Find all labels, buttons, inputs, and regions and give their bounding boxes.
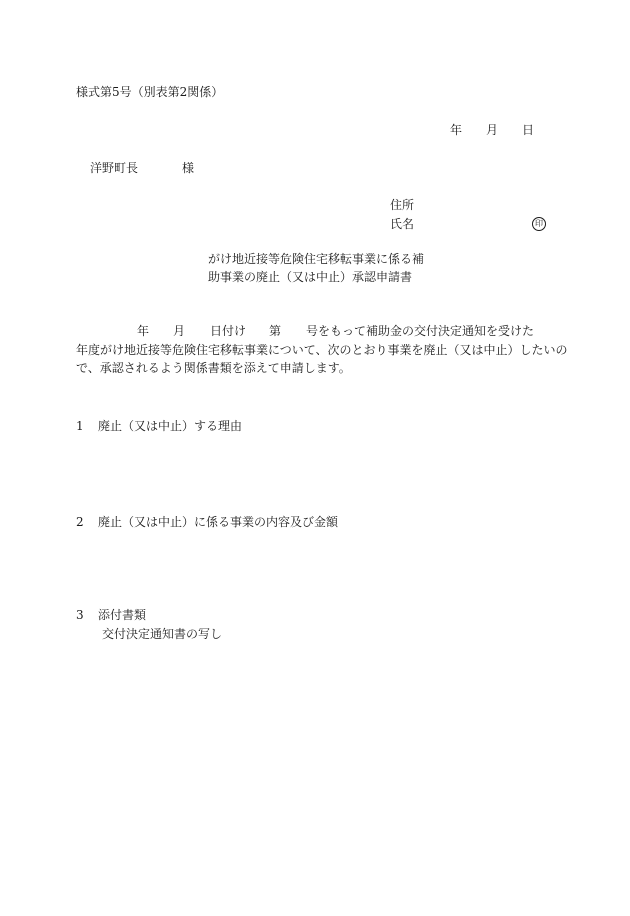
form-number: 様式第5号（別表第2関係）: [76, 85, 224, 99]
title-line-2: 助事業の廃止（又は中止）承認申請書: [208, 270, 413, 284]
date-month-label: 月: [486, 123, 499, 137]
body-year: 年: [137, 324, 150, 338]
body-line-3: で、承認されるよう関係書類を添えて申請します。: [76, 361, 351, 375]
date-year-label: 年: [450, 123, 463, 137]
addressee-honorific: 様: [182, 161, 195, 175]
body-month: 月: [173, 324, 186, 338]
body-line-1-rest: 号をもって補助金の交付決定通知を受けた: [306, 324, 535, 338]
attachment-item: 交付決定通知書の写し: [102, 627, 223, 641]
body-line-2: 年度がけ地近接等危険住宅移転事業について、次のとおり事業を廃止（又は中止）したいの: [76, 343, 568, 357]
body-dai: 第: [269, 324, 282, 338]
addressee-name: 洋野町長: [90, 161, 139, 175]
section-3-title: 添付書類: [98, 608, 147, 622]
seal-mark: 印: [532, 217, 546, 231]
section-1-title: 廃止（又は中止）する理由: [98, 419, 243, 433]
title-line-1: がけ地近接等危険住宅移転事業に係る補: [208, 252, 425, 266]
name-label: 氏名: [390, 217, 415, 231]
section-3-number: 3: [76, 608, 84, 622]
date-day-label: 日: [522, 123, 535, 137]
section-1-number: 1: [76, 419, 84, 433]
section-2-title: 廃止（又は中止）に係る事業の内容及び金額: [98, 515, 339, 529]
address-label: 住所: [390, 198, 415, 212]
section-2-number: 2: [76, 515, 84, 529]
body-dated: 日付け: [210, 324, 247, 338]
